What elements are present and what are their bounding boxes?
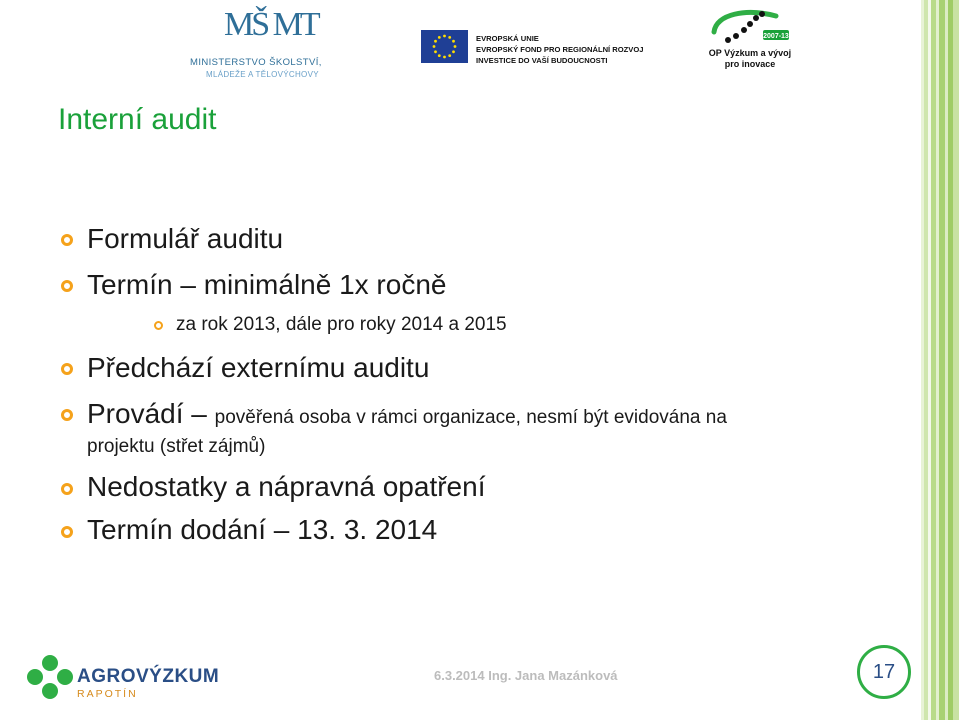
slide-title: Interní audit (58, 103, 217, 136)
bullet-item-lead: Provádí – (87, 398, 215, 429)
bullet-item: Formulář auditu (87, 223, 284, 254)
agrovyzkum-logo (26, 655, 220, 710)
bullet-icon (61, 409, 73, 421)
bullet-icon (61, 280, 73, 292)
eu-text (476, 33, 644, 66)
msmt-logo (190, 6, 322, 79)
msmt-logo-line1: MINISTERSTVO ŠKOLSTVÍ, (190, 57, 322, 68)
agrovyzkum-name: AGROVÝZKUM (77, 666, 220, 687)
bullet-item: Předchází externímu auditu (87, 352, 430, 383)
op-logo-line2: pro inovace (724, 59, 776, 69)
op-logo-text (706, 48, 794, 70)
sub-bullet-icon (154, 321, 163, 330)
page-number: 17 (857, 645, 911, 699)
eu-text-line2: EVROPSKÝ FOND PRO REGIONÁLNÍ ROZVOJ (476, 45, 644, 54)
eu-text-line1: EVROPSKÁ UNIE (476, 34, 539, 43)
bullet-icon (61, 526, 73, 538)
footer-date-author: 6.3.2014 Ing. Jana Mazánková (434, 668, 618, 683)
eu-text-line3: INVESTICE DO VAŠÍ BUDOUCNOSTI (476, 56, 608, 65)
op-logo-line1: OP Výzkum a vývoj (708, 48, 792, 58)
bullet-icon (61, 363, 73, 375)
agrovyzkum-subtitle: RAPOTÍN (77, 688, 138, 700)
bullet-icon (61, 234, 73, 246)
eu-flag-icon (421, 30, 468, 63)
agrovyzkum-logo-icon (26, 655, 74, 703)
decorative-stripes (921, 0, 959, 720)
op-vavpi-logo (706, 6, 794, 72)
bullet-icon (61, 483, 73, 495)
msmt-logo-line2: MLÁDEŽE A TĚLOVÝCHOVY (206, 70, 319, 79)
bullet-item-continuation: projektu (střet zájmů) (87, 436, 266, 457)
sub-bullet-item: za rok 2013, dále pro roky 2014 a 2015 (176, 314, 507, 335)
bullet-item: Nedostatky a nápravná opatření (87, 471, 486, 502)
bullet-item-rest: pověřená osoba v rámci organizace, nesmí být evidována na (214, 407, 727, 428)
op-logo-years: 2007-13 (763, 33, 789, 40)
bullet-item (87, 398, 727, 430)
bullet-item: Termín dodání – 13. 3. 2014 (87, 514, 438, 545)
op-logo-graphic (706, 6, 794, 48)
msmt-logo-mark: MŠ MT (224, 6, 318, 43)
bullet-item: Termín – minimálně 1x ročně (87, 269, 447, 300)
